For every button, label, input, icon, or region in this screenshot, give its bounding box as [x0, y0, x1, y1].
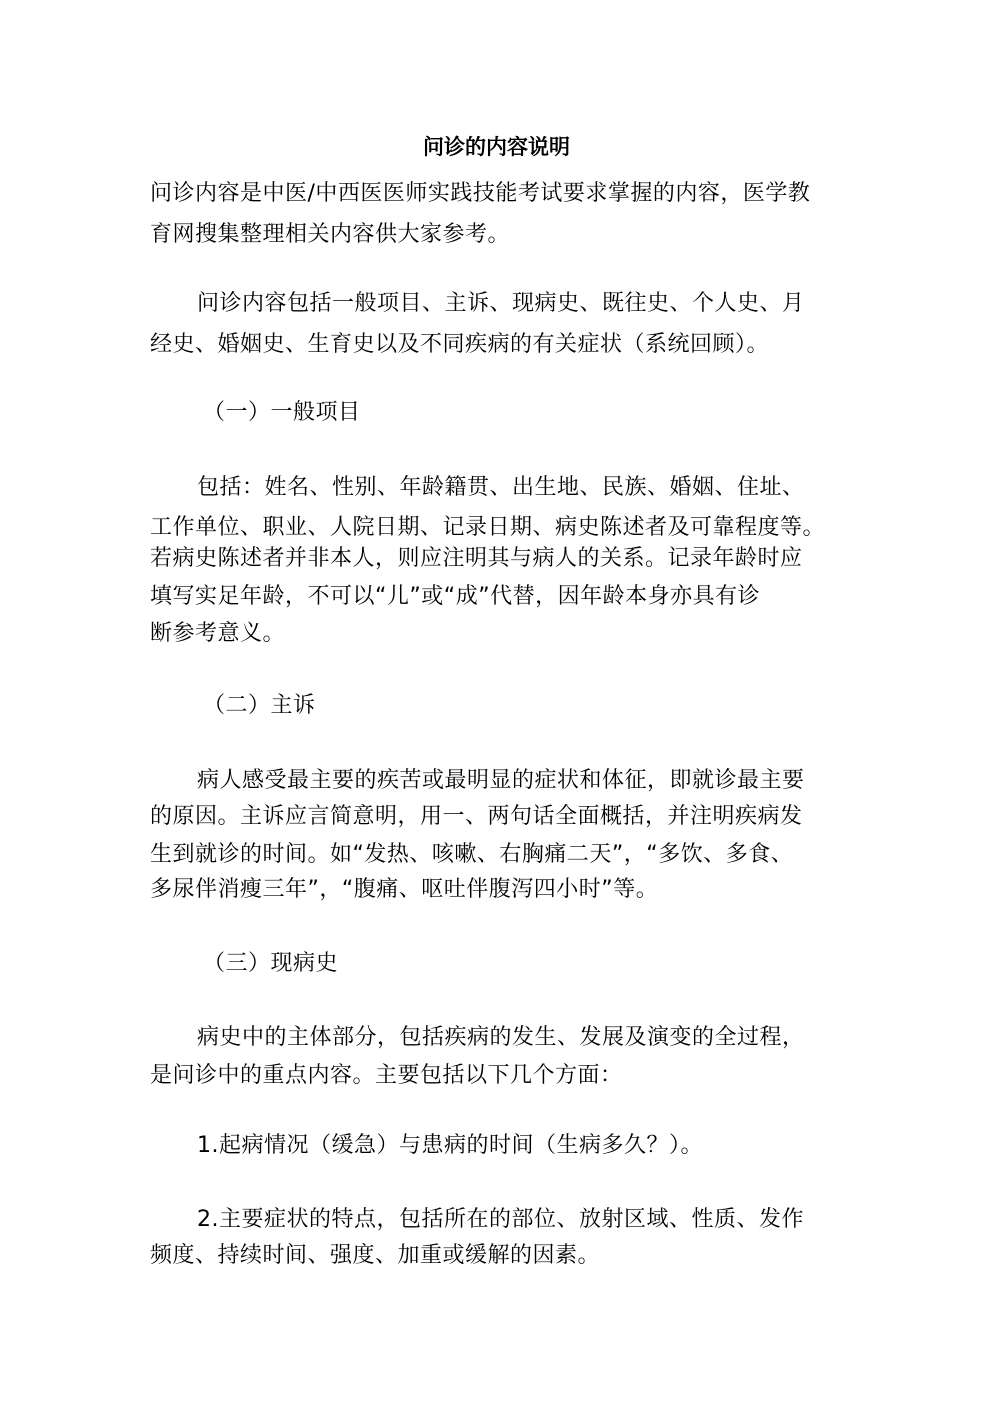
section-general-line-4: 填写实足年龄，不可以“儿”或“成”代替，因年龄本身亦具有诊: [150, 584, 761, 609]
section-general-line-1: 包括：姓名、性别、年龄籍贯、出生地、民族、婚姻、住址、: [197, 475, 805, 500]
intro-line-2: 育网搜集整理相关内容供大家参考。: [150, 222, 511, 247]
section-chief-line-4: 多尿伴消瘦三年”，“腹痛、呕吐伴腹泻四小时”等。: [150, 877, 659, 902]
section-general-line-3: 若病史陈述者并非本人，则应注明其与病人的关系。记录年龄时应: [150, 546, 803, 571]
section-heading-present-illness: （三）现病史: [203, 951, 339, 976]
section-general-line-5: 断参考意义。: [150, 621, 286, 646]
overview-line-1: 问诊内容包括一般项目、主诉、现病史、既往史、个人史、月: [197, 291, 805, 316]
section-heading-chief-complaint: （二）主诉: [203, 693, 316, 718]
section-heading-general: （一）一般项目: [203, 400, 361, 425]
overview-line-2: 经史、婚姻史、生育史以及不同疾病的有关症状（系统回顾）。: [150, 332, 770, 357]
present-item-2-line-2: 频度、持续时间、强度、加重或缓解的因素。: [150, 1243, 601, 1268]
document-title: 问诊的内容说明: [423, 135, 570, 159]
intro-line-1: 问诊内容是中医/中西医医师实践技能考试要求掌握的内容，医学教: [150, 181, 811, 206]
present-item-1-line-1: 1.起病情况（缓急）与患病的时间（生病多久？）。: [197, 1133, 703, 1158]
section-chief-line-1: 病人感受最主要的疾苦或最明显的症状和体征，即就诊最主要: [197, 768, 805, 793]
section-chief-line-3: 生到就诊的时间。如“发热、咳嗽、右胸痛二天”，“多饮、多食、: [150, 842, 794, 867]
present-item-2-line-1: 2.主要症状的特点，包括所在的部位、放射区域、性质、发作: [197, 1207, 804, 1232]
section-chief-line-2: 的原因。主诉应言简意明，用一、两句话全面概括，并注明疾病发: [150, 804, 803, 829]
section-present-line-2: 是问诊中的重点内容。主要包括以下几个方面：: [150, 1063, 623, 1088]
section-general-line-2: 工作单位、职业、人院日期、记录日期、病史陈述者及可靠程度等。: [150, 515, 826, 540]
section-present-line-1: 病史中的主体部分，包括疾病的发生、发展及演变的全过程，: [197, 1025, 805, 1050]
